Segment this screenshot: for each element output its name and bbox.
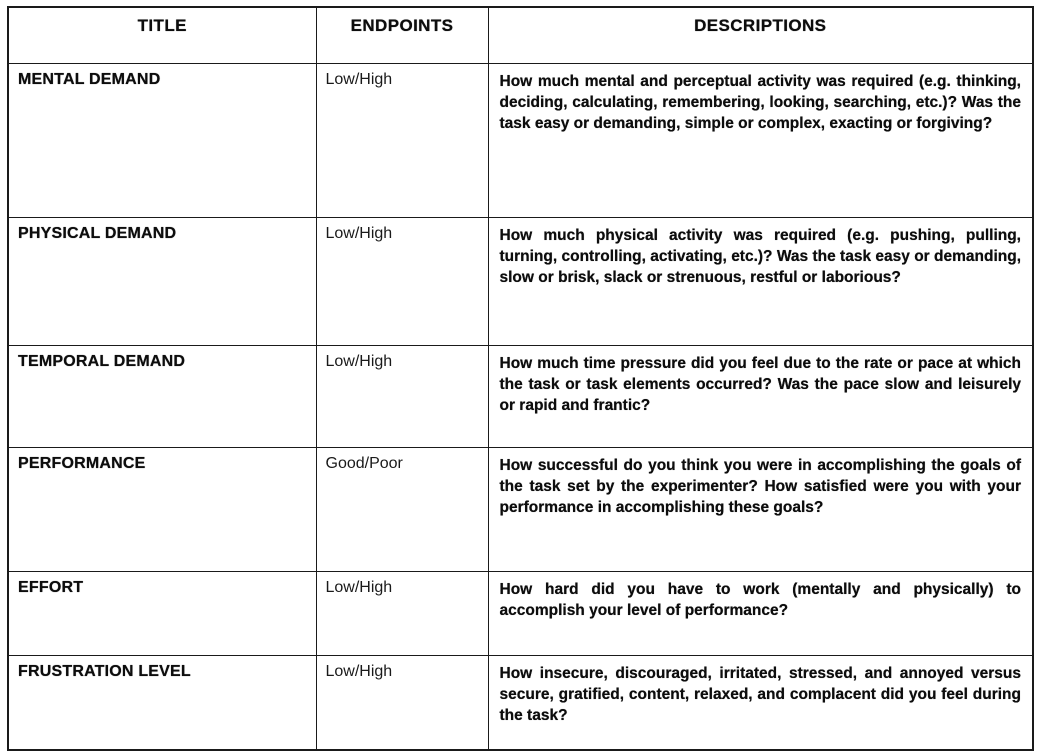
scale-description-physical-demand: How much physical activity was required (e.g. pushing, pulling, turning, controlling, activating, etc.)? Was the task easy or demanding, slow or brisk, slack or strenuous, restful or laborious? <box>488 218 1033 346</box>
scale-title-temporal-demand: TEMPORAL DEMAND <box>8 346 316 448</box>
table-body <box>8 64 1033 751</box>
scale-description-performance: How successful do you think you were in accomplishing the goals of the task set by the experimenter? How satisfied were you with your performance in accomplishing these goals? <box>488 448 1033 572</box>
scale-endpoints-performance: Good/Poor <box>316 448 488 572</box>
table-header-row <box>8 7 1033 64</box>
table-row <box>8 218 1033 346</box>
scale-title-mental-demand: MENTAL DEMAND <box>8 64 316 218</box>
scale-endpoints-temporal-demand: Low/High <box>316 346 488 448</box>
table-row <box>8 346 1033 448</box>
table-row <box>8 448 1033 572</box>
column-header-title: TITLE <box>8 7 316 64</box>
table-row <box>8 64 1033 218</box>
scale-endpoints-physical-demand: Low/High <box>316 218 488 346</box>
rating-scale-definitions-table <box>7 6 1034 751</box>
table-header <box>8 7 1033 64</box>
scale-title-effort: EFFORT <box>8 572 316 656</box>
scale-description-temporal-demand: How much time pressure did you feel due to the rate or pace at which the task or task elements occurred? Was the pace slow and leisurely or rapid and frantic? <box>488 346 1033 448</box>
scale-endpoints-effort: Low/High <box>316 572 488 656</box>
scale-description-frustration-level: How insecure, discouraged, irritated, stressed, and annoyed versus secure, gratified, content, relaxed, and complacent did you feel during the task? <box>488 656 1033 751</box>
scale-description-mental-demand: How much mental and perceptual activity was required (e.g. thinking, deciding, calculating, remembering, looking, searching, etc.)? Was the task easy or demanding, simple or complex, exacting or forgiving? <box>488 64 1033 218</box>
table-row <box>8 656 1033 751</box>
column-header-descriptions: DESCRIPTIONS <box>488 7 1033 64</box>
scale-endpoints-mental-demand: Low/High <box>316 64 488 218</box>
scale-title-physical-demand: PHYSICAL DEMAND <box>8 218 316 346</box>
column-header-endpoints: ENDPOINTS <box>316 7 488 64</box>
scale-endpoints-frustration-level: Low/High <box>316 656 488 751</box>
scale-title-frustration-level: FRUSTRATION LEVEL <box>8 656 316 751</box>
scale-description-effort: How hard did you have to work (mentally and physically) to accomplish your level of performance? <box>488 572 1033 656</box>
table-row <box>8 572 1033 656</box>
scale-title-performance: PERFORMANCE <box>8 448 316 572</box>
